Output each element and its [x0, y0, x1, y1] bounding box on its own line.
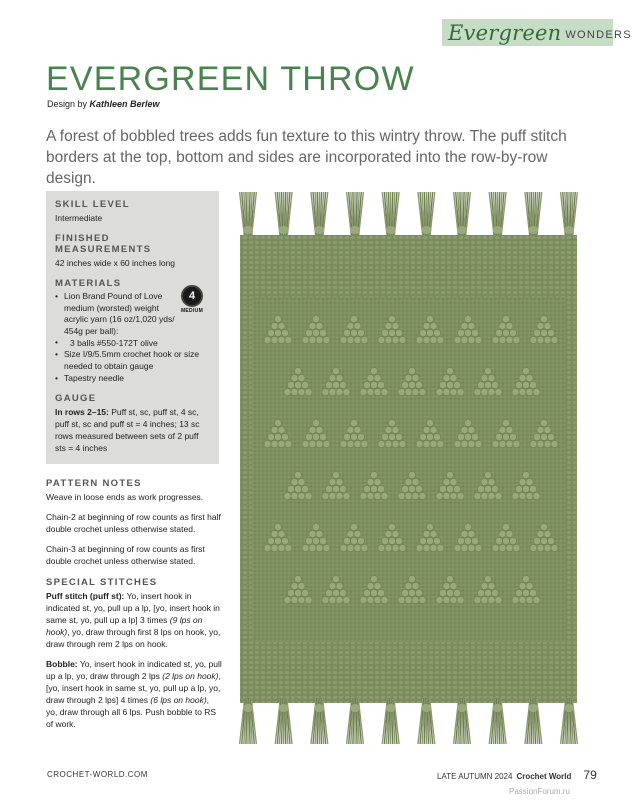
tassel [489, 192, 506, 240]
tassel [311, 192, 328, 240]
bobble-note: (6 lps on hook) [150, 695, 207, 705]
materials-subitem [55, 337, 210, 349]
tassel [525, 698, 542, 744]
right-border [565, 235, 577, 703]
bobble-note: (2 lps on hook) [162, 671, 219, 681]
left-border [240, 235, 252, 703]
tassel [240, 698, 257, 744]
tassel [382, 698, 399, 744]
yarn-weight-icon: 4 [181, 285, 203, 307]
puff-stitch-note: (9 lps on hook) [46, 615, 203, 637]
tassel [347, 192, 364, 240]
pattern-notes-heading: PATTERN NOTES [46, 478, 142, 489]
materials-heading: MATERIALS [55, 278, 122, 289]
gauge-body: Puff st, sc, puff st, 4 sc, puff st, sc and puff st = 4 inches; 13 sc rows measured between sets of 2 puff sts = 4 inches [55, 407, 200, 454]
tassel [275, 698, 292, 744]
byline-prefix: Design by [47, 99, 90, 109]
page-title: EVERGREEN THROW [46, 60, 415, 98]
tassel [454, 698, 471, 744]
throw-body [240, 235, 577, 703]
tassel [525, 192, 542, 240]
yarn-weight-badge [178, 285, 206, 315]
pattern-info-box [46, 191, 219, 464]
measurements-value: 42 inches wide x 60 inches long [55, 258, 176, 268]
tassel [418, 698, 435, 744]
top-fringe [240, 192, 578, 240]
gauge-heading: GAUGE [55, 393, 97, 405]
byline [47, 99, 160, 109]
bobble-definition [46, 658, 222, 730]
tassel [489, 698, 506, 744]
puff-stitch-text: Yo, insert hook in indicated st, yo, pull up a lp, [yo, insert hook in same st, yo, pull up a lp] 3 times [46, 591, 220, 625]
gauge-text [55, 406, 210, 454]
issue-date: LATE AUTUMN 2024 [437, 772, 513, 781]
bottom-border [240, 642, 577, 703]
intro-paragraph: A forest of bobbled trees adds fun texture to this wintry throw. The puff stitch borders at the top, bottom and sides are incorporated into the row-by-row design. [46, 128, 567, 187]
tassel [382, 192, 399, 240]
yarn-weight-label: MEDIUM [180, 308, 204, 314]
puff-stitch-definition [46, 590, 222, 650]
pattern-note: Chain-3 at beginning of row counts as first double crochet unless otherwise stated. [46, 544, 205, 566]
materials-item: • Lion Brand Pound of Love medium (worsted) weight acrylic yarn (16 oz/1,020 yds/ 454g per ball): [55, 291, 210, 337]
materials-item: • Size I/9/5.5mm crochet hook or size needed to obtain gauge [55, 349, 210, 372]
measurements-heading: FINISHED MEASUREMENTS [55, 233, 152, 255]
pattern-note: Chain-2 at beginning of row counts as first half double crochet unless otherwise stated. [46, 512, 221, 534]
puff-stitch-term: Puff stitch (puff st): [46, 591, 125, 601]
pattern-notes-column [46, 478, 222, 730]
designer-name: Kathleen Berlew [89, 99, 160, 109]
bottom-fringe [240, 698, 578, 744]
throw-photo [230, 190, 587, 745]
tassel [561, 698, 578, 744]
bobble-text: , yo, draw through all 6 lps. Push bobble to RS of work. [46, 695, 217, 729]
tassel [311, 698, 328, 744]
special-stitches-heading: SPECIAL STITCHES [46, 577, 158, 588]
watermark: PassionForum.ru [509, 787, 570, 796]
materials-item: • Tapestry needle [55, 373, 210, 385]
section-tag-caps: WONDERS [565, 28, 632, 41]
tassel [418, 192, 435, 240]
section-tag [442, 19, 632, 46]
skill-level-value: Intermediate [55, 213, 103, 223]
tassel [275, 192, 292, 240]
section-tag-script: Evergreen [448, 20, 562, 45]
footer-site: CROCHET-WORLD.COM [47, 770, 148, 779]
pattern-note: Weave in loose ends as work progresses. [46, 492, 204, 502]
bobble-term: Bobble: [46, 659, 78, 669]
bobble-text: Yo, insert hook in indicated st, yo, pull up a lp, yo, draw through 2 lps [46, 659, 222, 681]
page-number: 79 [583, 768, 597, 782]
yarn-amount: • 3 balls #550-172T olive [70, 338, 158, 349]
footer-issue [437, 768, 597, 782]
tassel [561, 192, 578, 240]
top-border [240, 235, 577, 297]
skill-level-heading: SKILL LEVEL [55, 199, 130, 210]
tassel [240, 192, 257, 240]
tassel [454, 192, 471, 240]
tassel [347, 698, 364, 744]
magazine-name: Crochet World [516, 772, 572, 781]
gauge-bold: In rows 2–15: [55, 407, 109, 418]
bobble-text: , [yo, insert hook in same st, yo, pull up a lp, yo, draw through 2 lps] 4 times [46, 671, 221, 705]
puff-stitch-text: , yo, draw through first 8 lps on hook, yo, draw through rem 2 lps on hook. [46, 627, 221, 649]
